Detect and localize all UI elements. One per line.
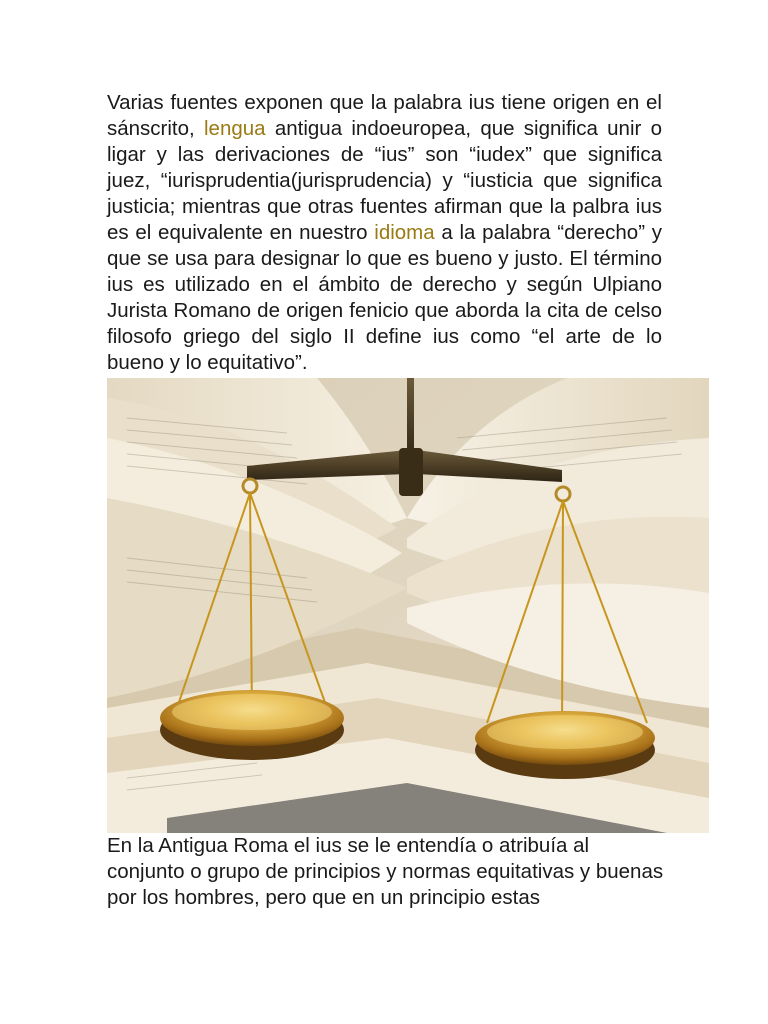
paragraph-ius-origin bbox=[107, 90, 662, 376]
paragraph-text-2: antigua indoeuropea, que significa unir o ligar y las derivaciones de “ius” son “iudex” que significa juez, “iurisprudentia(jurisprudencia) y “iusticia que significa justicia; mientras que otras fuentes afirman que la palbra ius es el equivalente en nuestro bbox=[107, 117, 662, 244]
link-idioma[interactable]: idioma bbox=[374, 221, 435, 244]
link-lengua[interactable]: lengua bbox=[204, 117, 266, 140]
paragraph-text-3: a la palabra “derecho” y que se usa para designar lo que es bueno y justo. El término ius es utilizado en el ámbito de derecho y según Ulpiano Jurista Romano de origen fenicio que aborda la cita de celso filosofo griego del siglo II define ius como “el arte de lo bueno y lo equitativo”. bbox=[107, 221, 662, 374]
paragraph-text-1: Varias fuentes exponen que la palabra ius tiene origen en el sánscrito, bbox=[107, 91, 662, 140]
scales-over-books-illustration bbox=[107, 378, 709, 833]
paragraph-antigua-roma: En la Antigua Roma el ius se le entendía o atribuía al conjunto o grupo de principios y normas equitativas y buenas por los hombres, pero que en un principio estas bbox=[107, 834, 664, 909]
scales-of-justice-image bbox=[107, 378, 709, 833]
